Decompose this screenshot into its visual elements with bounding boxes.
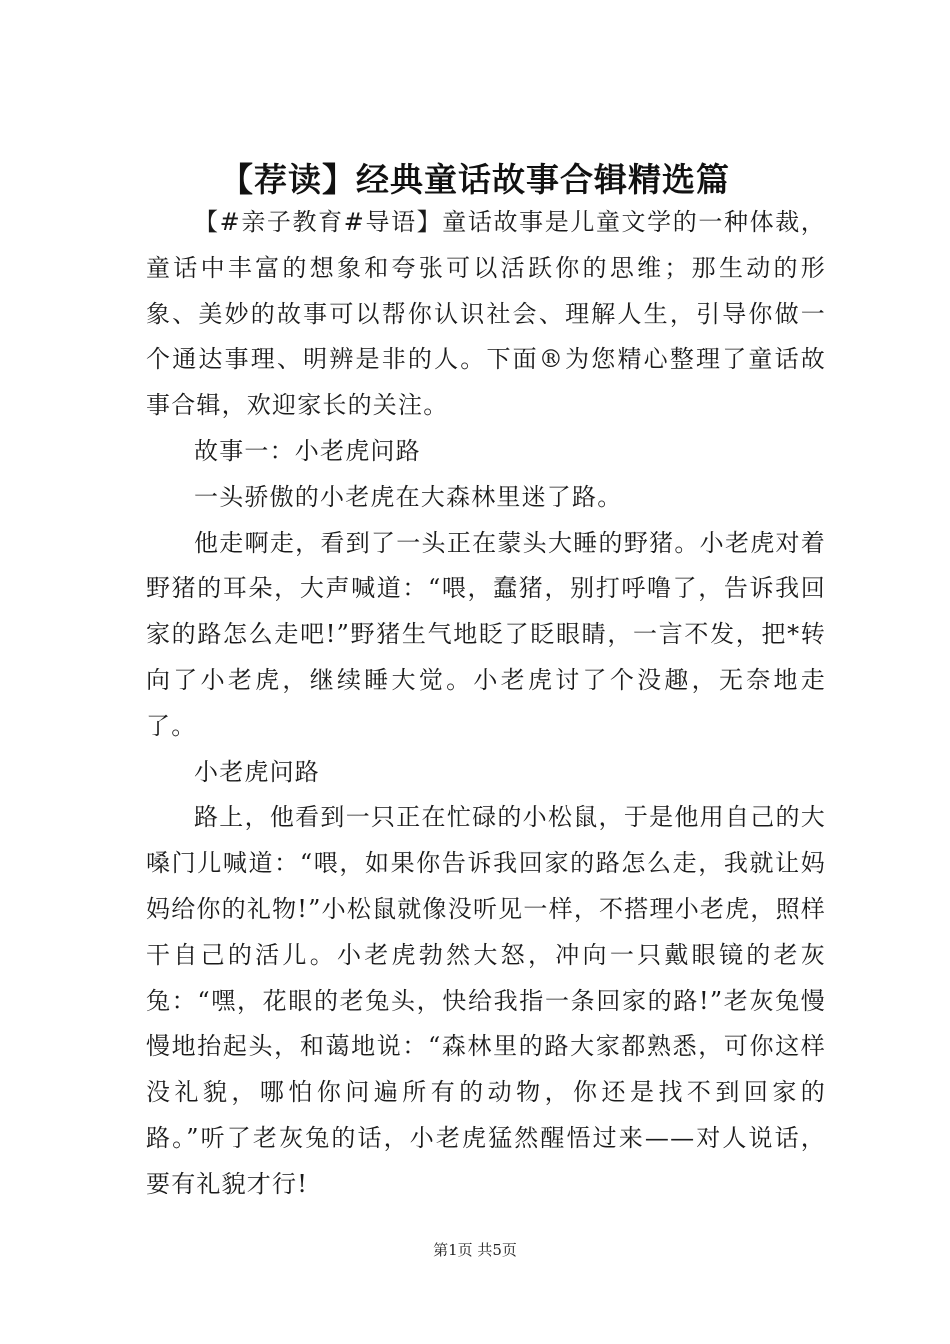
story-paragraph: 他走啊走，看到了一头正在蒙头大睡的野猪。小老虎对着野猪的耳朵，大声喊道：“喂，蠢猪，别打呼噜了，告诉我回家的路怎么走吧!”野猪生气地眨了眨眼睛，一言不发，把*转向了小老虎，继续睡大觉。小老虎讨了个没趣，无奈地走了。 bbox=[146, 528, 826, 740]
document-body bbox=[146, 200, 826, 1208]
story-paragraph: 一头骄傲的小老虎在大森林里迷了路。 bbox=[194, 482, 623, 511]
story-heading: 故事一：小老虎问路 bbox=[194, 436, 421, 465]
page-number-footer: 第1页 共5页 bbox=[433, 1241, 517, 1259]
page-title: 【荐读】经典童话故事合辑精选篇 bbox=[220, 160, 730, 200]
story-paragraph: 路上，他看到一只正在忙碌的小松鼠，于是他用自己的大嗓门儿喊道：“喂，如果你告诉我回家的路怎么走，我就让妈妈给你的礼物!”小松鼠就像没听见一样，不搭理小老虎，照样干自己的活儿。小老虎勃然大怒，冲向一只戴眼镜的老灰兔：“嘿，花眼的老兔头，快给我指一条回家的路!”老灰兔慢慢地抬起头，和蔼地说：“森林里的路大家都熟悉，可你这样没礼貌，哪怕你问遍所有的动物，你还是找不到回家的路。”听了老灰兔的话，小老虎猛然醒悟过来——对人说话，要有礼貌才行! bbox=[146, 803, 826, 1198]
intro-paragraph: 【#亲子教育#导语】童话故事是儿童文学的一种体裁，童话中丰富的想象和夸张可以活跃你的思维；那生动的形象、美妙的故事可以帮你认识社会、理解人生，引导你做一个通达事理、明辨是非的人。下面®为您精心整理了童话故事合辑，欢迎家长的关注。 bbox=[146, 208, 826, 420]
story-subheading: 小老虎问路 bbox=[194, 757, 320, 786]
